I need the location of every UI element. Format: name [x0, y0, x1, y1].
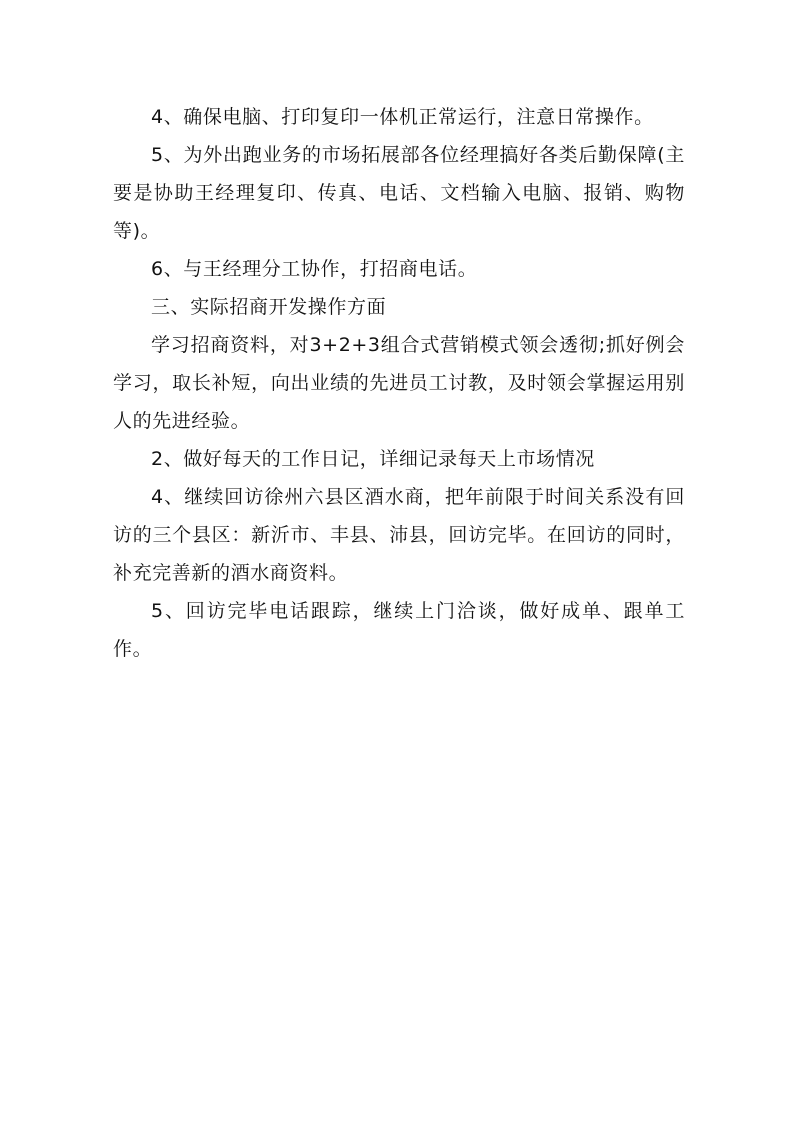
paragraph-item-4-revisits: 4、继续回访徐州六县区酒水商，把年前限于时间关系没有回访的三个县区：新沂市、丰县、沛县，回访完毕。在回访的同时，补充完善新的酒水商资料。: [113, 486, 685, 584]
document-body: [113, 98, 685, 668]
paragraph-item-2-diary: 2、做好每天的工作日记，详细记录每天上市场情况: [151, 448, 595, 470]
paragraph-item-5-follow-up: 5、回访完毕电话跟踪，继续上门洽谈，做好成单、跟单工作。: [113, 600, 685, 660]
paragraph-item-4-equipment: 4、确保电脑、打印复印一体机正常运行，注意日常操作。: [151, 106, 654, 128]
paragraph-item-6-phone-calls: 6、与王经理分工协作，打招商电话。: [151, 258, 478, 280]
section-heading-operations: 三、实际招商开发操作方面: [151, 296, 387, 318]
paragraph-item-5-logistics: 5、为外出跑业务的市场拓展部各位经理搞好各类后勤保障(主要是协助王经理复印、传真、电话、文档输入电脑、报销、购物等)。: [113, 144, 685, 242]
paragraph-study-materials: 学习招商资料，对3+2+3组合式营销模式领会透彻;抓好例会学习，取长补短，向出业绩的先进员工讨教，及时领会掌握运用别人的先进经验。: [113, 334, 685, 432]
